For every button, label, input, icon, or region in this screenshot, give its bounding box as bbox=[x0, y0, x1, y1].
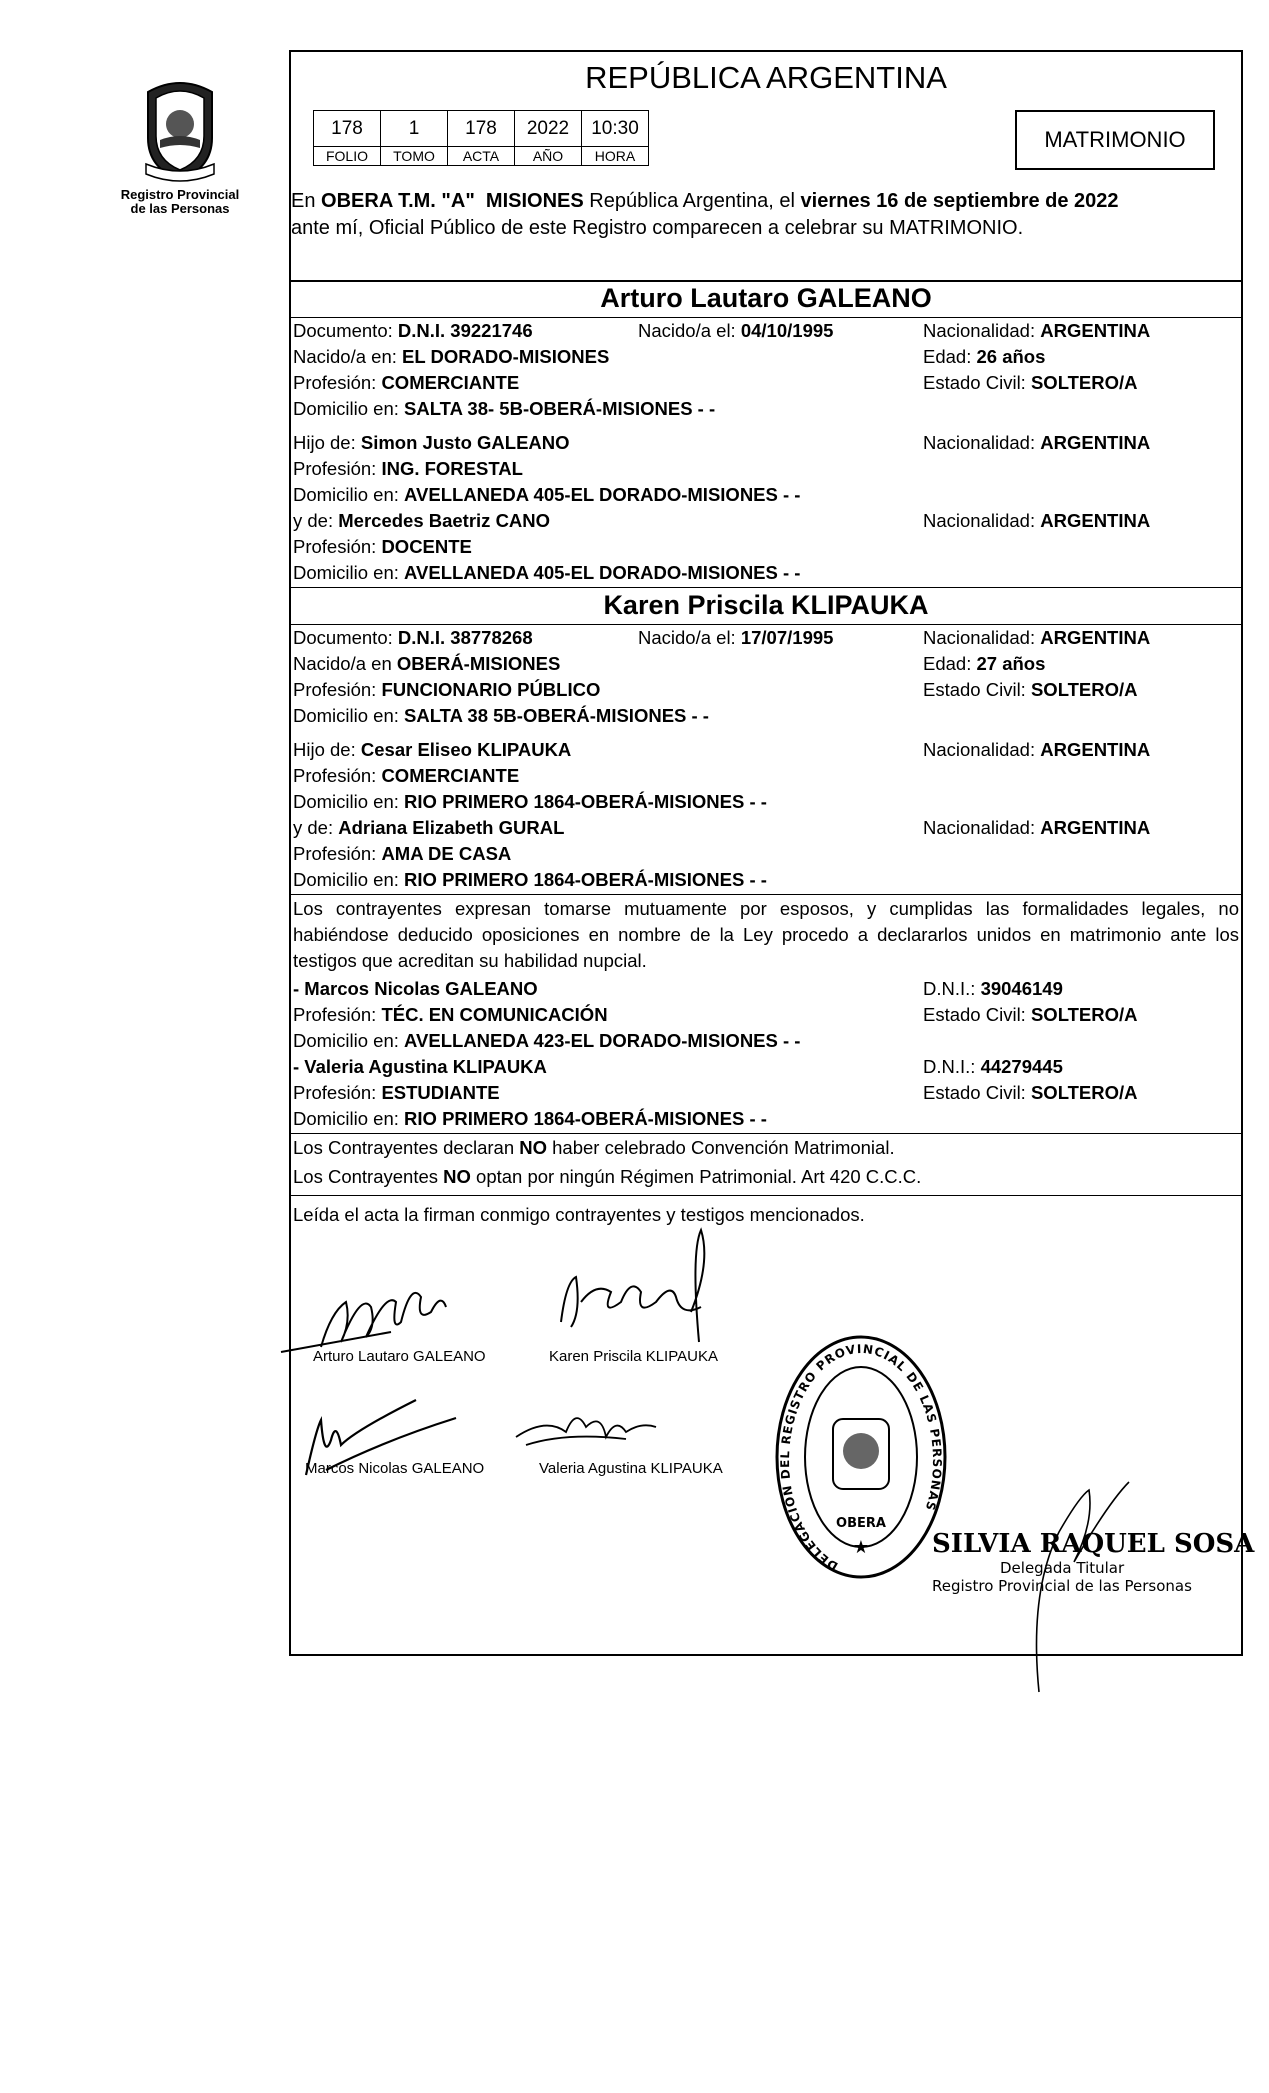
acta-label: ACTA bbox=[448, 147, 515, 166]
bride-nationality: Nacionalidad: ARGENTINA bbox=[923, 627, 1151, 648]
record-type-box: MATRIMONIO bbox=[1015, 110, 1215, 170]
registry-name-line1: Registro Provincial bbox=[120, 187, 240, 202]
witness-2-dni: D.N.I.: 44279445 bbox=[923, 1056, 1063, 1077]
declaration-text: Los contrayentes expresan tomarse mutuamente por esposos, y cumplidas las formalidades legales, no habiéndose deducido oposiciones en nombre de la Ley procedo a declararlos unidos en matrimonio ante los testigos que acreditan su habilidad nupcial. bbox=[293, 898, 1239, 971]
bride-age: Edad: 27 años bbox=[923, 653, 1046, 674]
witness-2-civil-status: Estado Civil: SOLTERO/A bbox=[923, 1082, 1138, 1103]
groom-father-nationality: Nacionalidad: ARGENTINA bbox=[923, 432, 1151, 453]
groom-name: Arturo Lautaro GALEANO bbox=[600, 283, 932, 313]
hora-value: 10:30 bbox=[582, 111, 649, 147]
witness-1-address: Domicilio en: AVELLANEDA 423-EL DORADO-MISIONES - - bbox=[293, 1030, 801, 1051]
bride-civil-status: Estado Civil: SOLTERO/A bbox=[923, 679, 1138, 700]
intro-place: OBERA T.M. "A" MISIONES bbox=[321, 190, 584, 212]
tomo-value: 1 bbox=[381, 111, 448, 147]
bride-address: Domicilio en: SALTA 38 5B-OBERÁ-MISIONES - - bbox=[293, 705, 709, 726]
divider bbox=[291, 317, 1241, 318]
bride-profession: Profesión: FUNCIONARIO PÚBLICO bbox=[293, 679, 601, 700]
groom-mother-profession: Profesión: DOCENTE bbox=[293, 536, 472, 557]
groom-nationality: Nacionalidad: ARGENTINA bbox=[923, 320, 1151, 341]
signature-bride bbox=[541, 1222, 741, 1367]
official-role: Delegada Titular bbox=[1000, 1559, 1125, 1577]
province-seal-icon bbox=[138, 78, 222, 182]
country-title: REPÚBLICA ARGENTINA bbox=[585, 60, 947, 95]
anio-value: 2022 bbox=[515, 111, 582, 147]
folio-label: FOLIO bbox=[314, 147, 381, 166]
intro-text bbox=[291, 188, 1241, 242]
signature-label-groom: Arturo Lautaro GALEANO bbox=[313, 1348, 486, 1365]
groom-mother: y de: Mercedes Baetriz CANO bbox=[293, 510, 551, 531]
bride-mother-nationality: Nacionalidad: ARGENTINA bbox=[923, 817, 1151, 838]
intro-line2: ante mí, Oficial Público de este Registro comparecen a celebrar su MATRIMONIO. bbox=[291, 217, 1024, 239]
groom-father-profession: Profesión: ING. FORESTAL bbox=[293, 458, 523, 479]
groom-birthdate: Nacido/a el: 04/10/1995 bbox=[638, 320, 834, 341]
divider bbox=[291, 1133, 1241, 1134]
bride-father-nationality: Nacionalidad: ARGENTINA bbox=[923, 739, 1151, 760]
folio-value: 178 bbox=[314, 111, 381, 147]
closing-text: Leída el acta la firman conmigo contrayentes y testigos mencionados. bbox=[293, 1204, 865, 1225]
groom-age: Edad: 26 años bbox=[923, 346, 1046, 367]
official-organization: Registro Provincial de las Personas bbox=[932, 1577, 1192, 1595]
record-table bbox=[313, 110, 649, 166]
anio-label: AÑO bbox=[515, 147, 582, 166]
divider bbox=[291, 1195, 1241, 1196]
witness-1-profession: Profesión: TÉC. EN COMUNICACIÓN bbox=[293, 1004, 608, 1025]
bride-mother-profession: Profesión: AMA DE CASA bbox=[293, 843, 512, 864]
stamp-bottom-text: OBERA bbox=[836, 1516, 886, 1531]
bride-mother: y de: Adriana Elizabeth GURAL bbox=[293, 817, 565, 838]
groom-father-address: Domicilio en: AVELLANEDA 405-EL DORADO-MISIONES - - bbox=[293, 484, 801, 505]
intro-date: viernes 16 de septiembre de 2022 bbox=[800, 190, 1119, 212]
divider bbox=[291, 894, 1241, 895]
convention-line-2: Los Contrayentes NO optan por ningún Régimen Patrimonial. Art 420 C.C.C. bbox=[293, 1166, 922, 1187]
bride-father-profession: Profesión: COMERCIANTE bbox=[293, 765, 520, 786]
marriage-certificate bbox=[289, 50, 1255, 1656]
official-block bbox=[932, 1529, 1254, 1595]
convention-line-1: Los Contrayentes declaran NO haber celebrado Convención Matrimonial. bbox=[293, 1137, 895, 1158]
registry-logo bbox=[105, 78, 255, 216]
signature-label-witness-1: Marcos Nicolas GALEANO bbox=[305, 1460, 485, 1477]
divider bbox=[291, 280, 1241, 282]
bride-father-address: Domicilio en: RIO PRIMERO 1864-OBERÁ-MISIONES - - bbox=[293, 791, 767, 812]
groom-birthplace: Nacido/a en: EL DORADO-MISIONES bbox=[293, 346, 610, 367]
bride-birthdate: Nacido/a el: 17/07/1995 bbox=[638, 627, 834, 648]
bride-birthplace: Nacido/a en OBERÁ-MISIONES bbox=[293, 653, 561, 674]
intro-en: En bbox=[291, 190, 316, 212]
witness-2-profession: Profesión: ESTUDIANTE bbox=[293, 1082, 500, 1103]
registry-name-line2: de las Personas bbox=[130, 201, 230, 216]
groom-documento: Documento: D.N.I. 39221746 bbox=[293, 320, 533, 341]
bride-name: Karen Priscila KLIPAUKA bbox=[603, 590, 929, 620]
hora-label: HORA bbox=[582, 147, 649, 166]
tomo-label: TOMO bbox=[381, 147, 448, 166]
divider bbox=[291, 624, 1241, 625]
signature-label-bride: Karen Priscila KLIPAUKA bbox=[549, 1348, 718, 1365]
witness-1-civil-status: Estado Civil: SOLTERO/A bbox=[923, 1004, 1138, 1025]
groom-mother-nationality: Nacionalidad: ARGENTINA bbox=[923, 510, 1151, 531]
stamp-star-icon: ★ bbox=[852, 1537, 870, 1557]
witness-1-dni: D.N.I.: 39046149 bbox=[923, 978, 1063, 999]
groom-mother-address: Domicilio en: AVELLANEDA 405-EL DORADO-MISIONES - - bbox=[293, 562, 801, 583]
official-name: SILVIA RAQUEL SOSA bbox=[932, 1529, 1255, 1559]
bride-mother-address: Domicilio en: RIO PRIMERO 1864-OBERÁ-MISIONES - - bbox=[293, 869, 767, 890]
groom-father: Hijo de: Simon Justo GALEANO bbox=[293, 432, 570, 453]
witness-1-name: - Marcos Nicolas GALEANO bbox=[293, 978, 538, 999]
divider bbox=[291, 587, 1241, 588]
stamp-ring-text: DELEGACION DEL REGISTRO PROVINCIAL DE LAS PERSONAS bbox=[778, 1341, 945, 1574]
acta-value: 178 bbox=[448, 111, 515, 147]
groom-profession: Profesión: COMERCIANTE bbox=[293, 372, 520, 393]
signature-label-witness-2: Valeria Agustina KLIPAUKA bbox=[539, 1460, 723, 1477]
registry-stamp bbox=[769, 1327, 954, 1587]
bride-father: Hijo de: Cesar Eliseo KLIPAUKA bbox=[293, 739, 572, 760]
witness-2-address: Domicilio en: RIO PRIMERO 1864-OBERÁ-MISIONES - - bbox=[293, 1108, 767, 1129]
groom-address: Domicilio en: SALTA 38- 5B-OBERÁ-MISIONES - - bbox=[293, 398, 716, 419]
intro-country: República Argentina, el bbox=[589, 190, 795, 212]
witness-2-name: - Valeria Agustina KLIPAUKA bbox=[293, 1056, 547, 1077]
signature-witness-2 bbox=[506, 1387, 686, 1467]
groom-civil-status: Estado Civil: SOLTERO/A bbox=[923, 372, 1138, 393]
bride-documento: Documento: D.N.I. 38778268 bbox=[293, 627, 533, 648]
